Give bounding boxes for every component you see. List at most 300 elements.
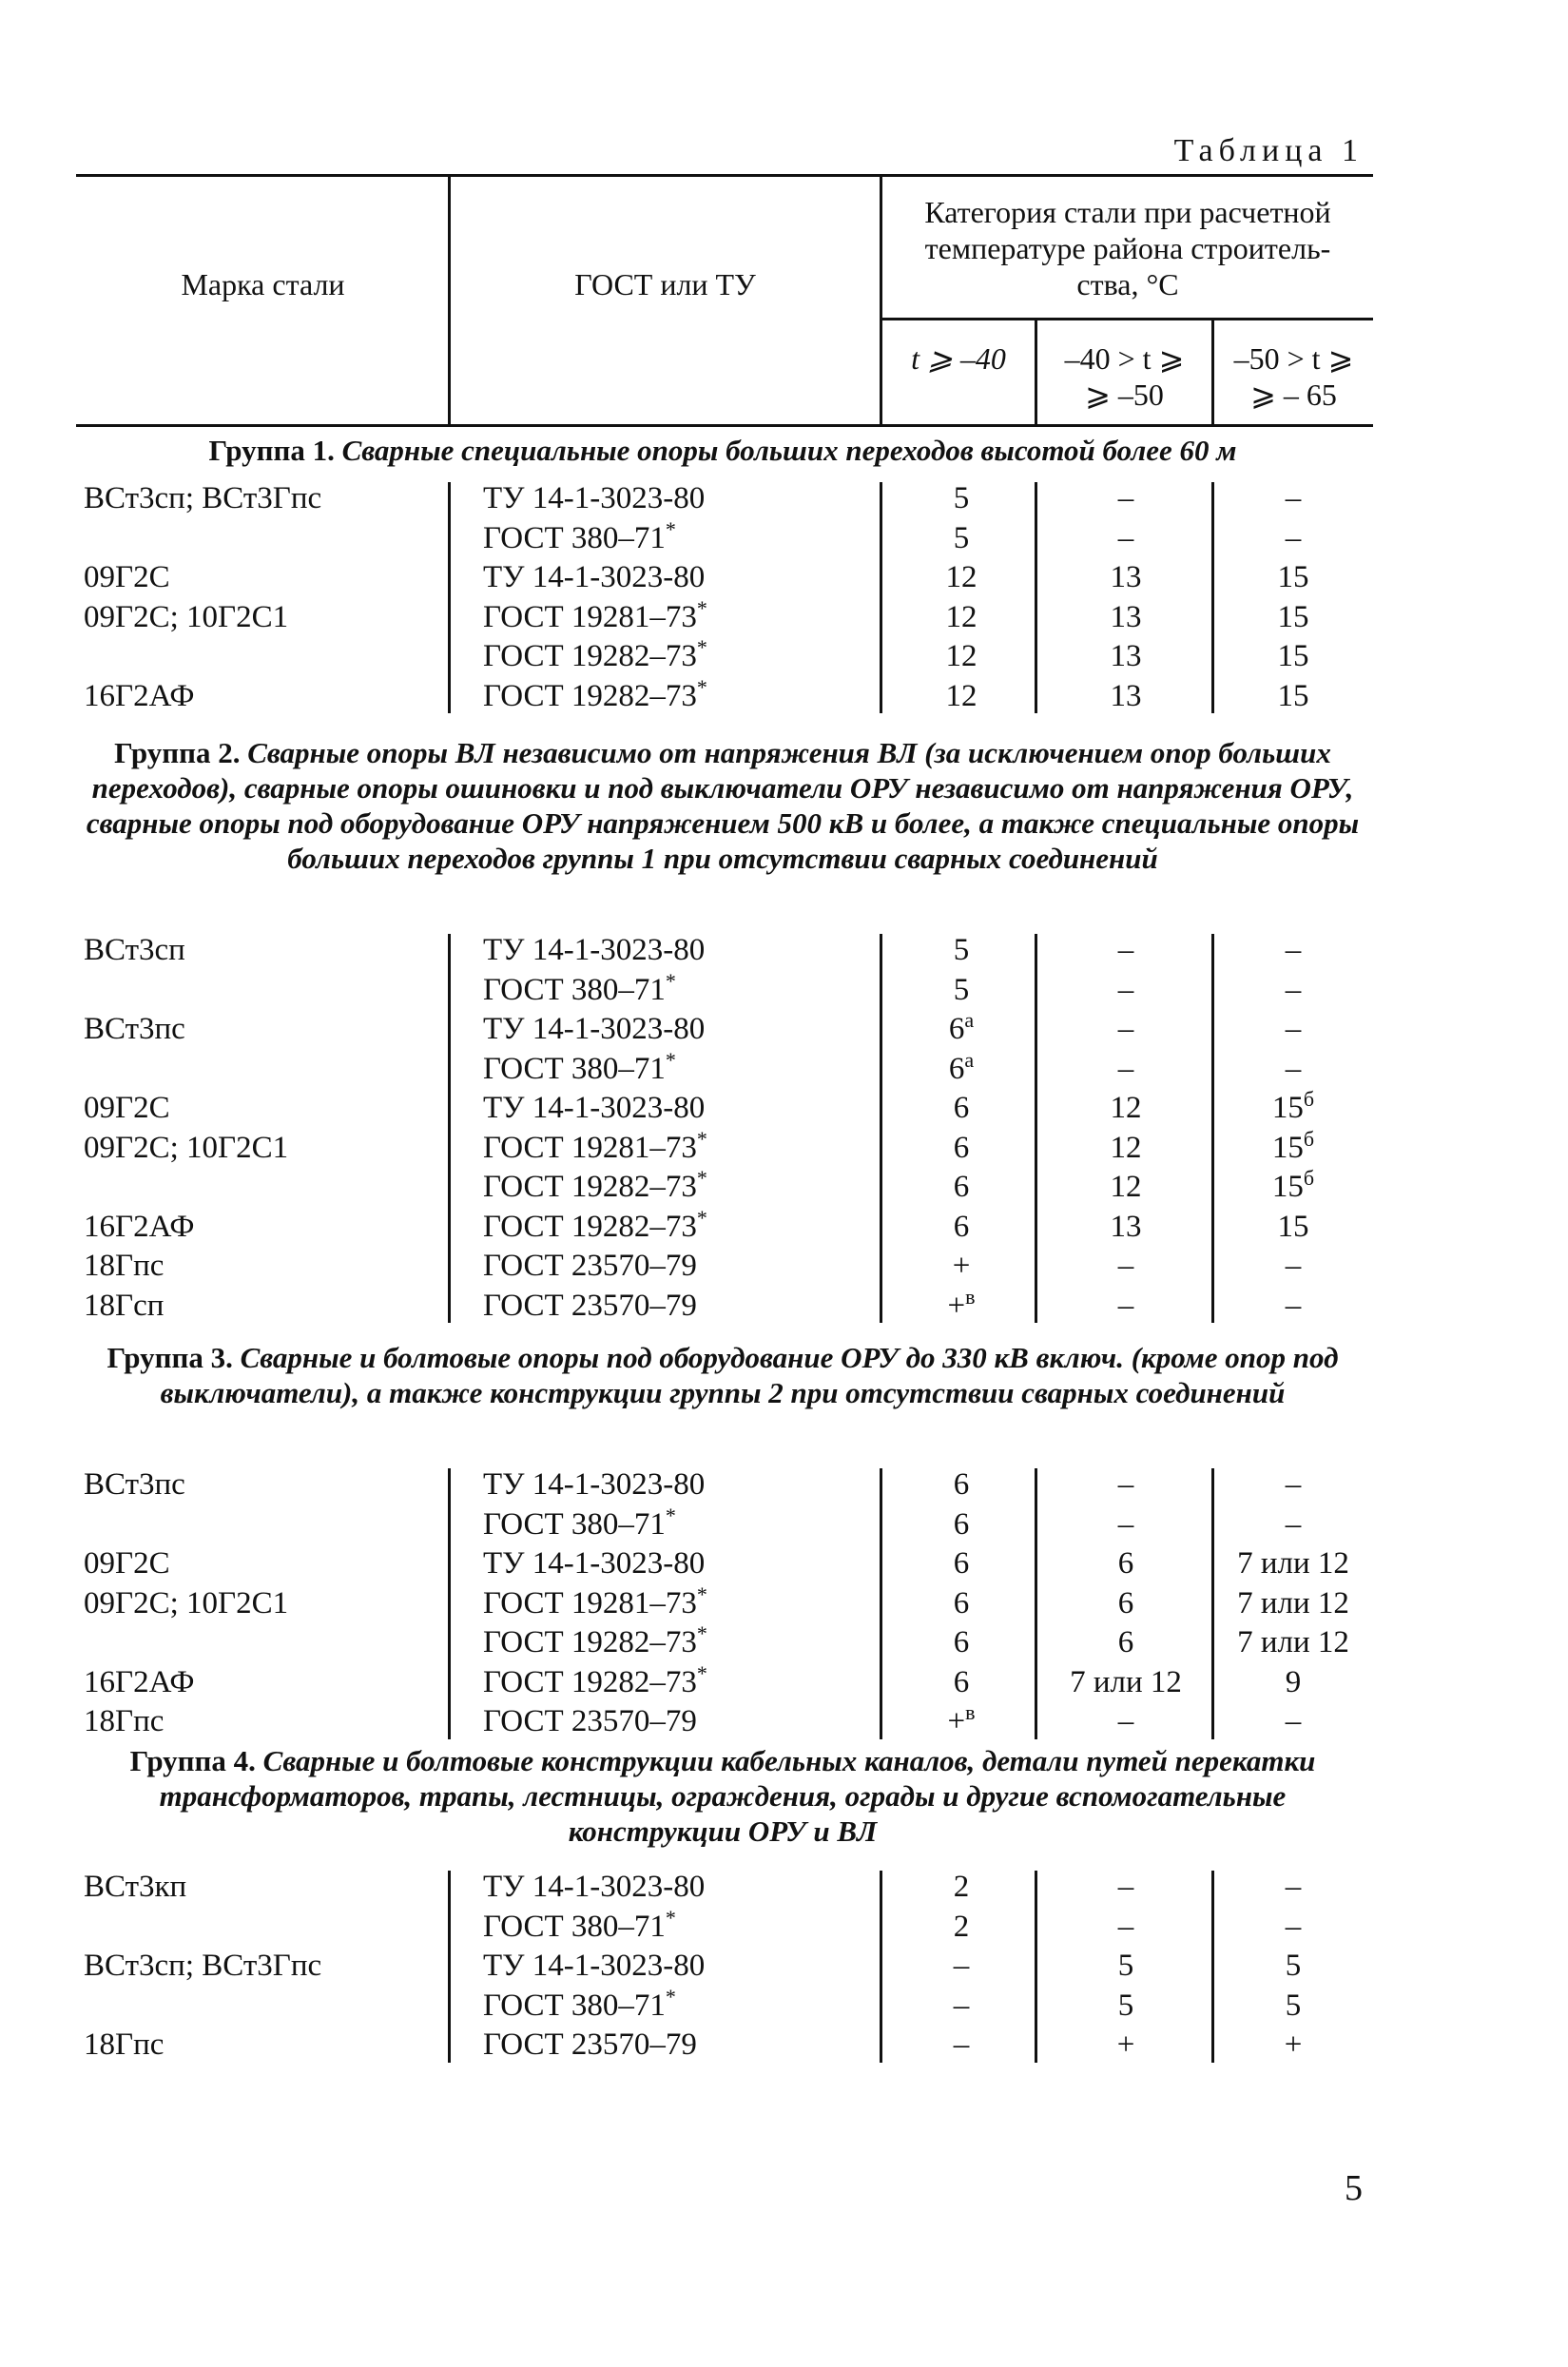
category-value-1: 6 (953, 1467, 970, 1502)
category-cell-3 (1213, 1167, 1373, 1207)
gost-footnote-mark: * (696, 1581, 707, 1606)
category-value-1: 6 (953, 1625, 970, 1659)
gost-cell (483, 1701, 697, 1741)
category-cell-2 (1037, 1946, 1214, 1986)
gost-cell (483, 1504, 676, 1544)
gost-cell (483, 1946, 705, 1986)
gost-text: ТУ 14-1-3023-80 (483, 1949, 706, 1983)
group-title (76, 1340, 1369, 1410)
table-caption: Таблица 1 (1173, 133, 1364, 168)
category-cell-3 (1213, 1907, 1373, 1947)
category-cell-1 (880, 1088, 1043, 1128)
category-value-1: 6 (953, 1170, 970, 1204)
category-value-2: + (1116, 2027, 1135, 2062)
category-cell-3 (1213, 930, 1373, 970)
gost-text: ГОСТ 23570–79 (483, 1288, 697, 1323)
table-row (0, 1622, 1568, 1662)
group-title (76, 433, 1369, 468)
category-footnote-mark-3: б (1303, 1087, 1315, 1111)
category-cell-1 (880, 1986, 1043, 2026)
category-value-2: 5 (1117, 1988, 1134, 2023)
table-row (0, 636, 1568, 676)
category-value-1: 6 (948, 1051, 965, 1086)
category-cell-2 (1037, 1128, 1214, 1168)
steel-grade-cell: 16Г2АФ (84, 678, 195, 713)
steel-grade-cell: 18Гпс (84, 1704, 165, 1738)
table-row (0, 1088, 1568, 1128)
steel-grade-cell: ВСт3пс (84, 1012, 185, 1046)
gost-footnote-mark: * (696, 635, 707, 659)
gost-text: ТУ 14-1-3023-80 (483, 1012, 706, 1046)
category-cell-2 (1037, 1088, 1214, 1128)
gost-cell (483, 1207, 707, 1247)
table-row (0, 1504, 1568, 1544)
gost-cell (483, 1246, 697, 1286)
category-cell-2 (1037, 1009, 1214, 1049)
gost-text: ТУ 14-1-3023-80 (483, 560, 706, 594)
category-cell-1 (880, 970, 1043, 1010)
header-category-line3: ства, °С (1076, 267, 1179, 301)
category-value-3: 7 или 12 (1237, 1585, 1349, 1620)
group-description: Сварные и болтовые опоры под оборудование ОРУ до 330 кВ включ. (кроме опор под выключатели), а также конструкции группы 2 при отсутствии сварных соединений (160, 1341, 1339, 1409)
category-value-1: 5 (953, 520, 970, 555)
category-value-3: – (1285, 1249, 1302, 1283)
gost-cell (483, 478, 705, 518)
group-description: Сварные специальные опоры больших переходов высотой более 60 м (341, 434, 1237, 467)
table-row (0, 1246, 1568, 1286)
gost-text: ТУ 14-1-3023-80 (483, 1091, 706, 1125)
category-value-1: 2 (953, 1909, 970, 1944)
table-row (0, 1167, 1568, 1207)
category-value-2: 6 (1117, 1585, 1134, 1620)
category-value-3: 15 (1271, 1170, 1304, 1204)
steel-grade-cell: ВСт3кп (84, 1870, 187, 1904)
category-cell-2 (1037, 1867, 1214, 1907)
category-value-2: – (1117, 1870, 1134, 1904)
gost-footnote-mark: * (665, 1905, 676, 1930)
category-value-3: – (1285, 933, 1302, 967)
group-title (76, 1743, 1369, 1849)
category-cell-1 (880, 1167, 1043, 1207)
category-cell-3 (1213, 1701, 1373, 1741)
page-number: 5 (1345, 2168, 1363, 2208)
group-label: Группа 1. (208, 434, 335, 467)
category-cell-3 (1213, 1207, 1373, 1247)
category-cell-2 (1037, 970, 1214, 1010)
category-value-2: 13 (1110, 1209, 1142, 1244)
category-value-2: – (1117, 520, 1134, 555)
gost-text: ТУ 14-1-3023-80 (483, 933, 706, 967)
category-value-3: 15 (1271, 1130, 1304, 1165)
category-cell-2 (1037, 930, 1214, 970)
category-cell-2 (1037, 1504, 1214, 1544)
category-value-3: – (1285, 1704, 1302, 1738)
category-value-1: 6 (953, 1091, 970, 1125)
table-row (0, 518, 1568, 558)
category-cell-3 (1213, 1662, 1373, 1702)
gost-footnote-mark: * (696, 1126, 707, 1151)
gost-cell (483, 1167, 707, 1207)
category-footnote-mark-1: а (964, 1047, 975, 1072)
gost-cell (483, 1128, 707, 1168)
table-row (0, 1465, 1568, 1504)
category-cell-1 (880, 1049, 1043, 1089)
gost-text: ГОСТ 19281–73 (483, 599, 697, 634)
table-row (0, 1543, 1568, 1583)
category-value-3: – (1285, 520, 1302, 555)
category-cell-1 (880, 1128, 1043, 1168)
gost-cell (483, 636, 707, 676)
category-cell-3 (1213, 1088, 1373, 1128)
category-cell-1 (880, 1504, 1043, 1544)
category-cell-2 (1037, 1167, 1214, 1207)
gost-footnote-mark: * (665, 1984, 676, 2008)
gost-footnote-mark: * (665, 968, 676, 993)
gost-footnote-mark: * (696, 1621, 707, 1645)
category-cell-1 (880, 1662, 1043, 1702)
category-value-2: 12 (1110, 1170, 1142, 1204)
gost-text: ГОСТ 19282–73 (483, 1170, 697, 1204)
category-value-1: + (947, 1288, 966, 1323)
table-row (0, 1207, 1568, 1247)
category-cell-2 (1037, 1049, 1214, 1089)
category-value-2: 13 (1110, 560, 1142, 594)
category-value-3: – (1285, 1012, 1302, 1046)
gost-cell (483, 1662, 707, 1702)
group-description: Сварные и болтовые конструкции кабельных каналов, детали путей перекатки трансформаторов, трапы, лестницы, ограждения, ограды и другие вспомогательные конструкции ОРУ и ВЛ (159, 1744, 1316, 1848)
category-cell-3 (1213, 557, 1373, 597)
category-cell-3 (1213, 1128, 1373, 1168)
header-sub1: t ⩾ –40 (911, 341, 1006, 376)
group-title (76, 735, 1369, 876)
category-cell-2 (1037, 1543, 1214, 1583)
gost-cell (483, 1583, 707, 1623)
category-value-3: 15 (1277, 1209, 1309, 1244)
category-value-3: 7 или 12 (1237, 1546, 1349, 1581)
gost-footnote-mark: * (696, 1205, 707, 1230)
category-value-3: 15 (1271, 1091, 1304, 1125)
category-value-3: – (1285, 1909, 1302, 1944)
gost-footnote-mark: * (696, 595, 707, 620)
gost-footnote-mark: * (665, 1047, 676, 1072)
header-sub2-line1: –40 > t ⩾ (1064, 341, 1185, 376)
category-value-3: – (1285, 1051, 1302, 1086)
table-row (0, 1946, 1568, 1986)
category-cell-2 (1037, 1465, 1214, 1504)
category-cell-3 (1213, 597, 1373, 637)
gost-footnote-mark: * (696, 674, 707, 699)
category-cell-2 (1037, 1622, 1214, 1662)
category-value-1: 5 (953, 933, 970, 967)
category-value-2: 13 (1110, 599, 1142, 634)
category-cell-1 (880, 1246, 1043, 1286)
category-footnote-mark-3: б (1303, 1126, 1315, 1151)
table-row (0, 1286, 1568, 1326)
steel-grade-cell: 16Г2АФ (84, 1664, 195, 1699)
category-cell-1 (880, 1622, 1043, 1662)
category-value-1: + (952, 1249, 971, 1283)
category-cell-2 (1037, 557, 1214, 597)
category-cell-1 (880, 1583, 1043, 1623)
category-footnote-mark-1: в (965, 1284, 976, 1309)
category-value-2: – (1117, 1506, 1134, 1542)
table-row (0, 1867, 1568, 1907)
gost-text: ГОСТ 19281–73 (483, 1130, 697, 1165)
gost-text: ГОСТ 380–71 (483, 1909, 666, 1944)
steel-grade-cell: ВСт3пс (84, 1467, 185, 1502)
category-cell-3 (1213, 518, 1373, 558)
table-row (0, 1907, 1568, 1947)
header-top-rule (76, 174, 1373, 177)
gost-text: ГОСТ 19282–73 (483, 1664, 697, 1699)
category-value-2: – (1117, 1909, 1134, 1944)
table-row (0, 597, 1568, 637)
category-cell-1 (880, 1701, 1043, 1741)
category-value-1: 12 (945, 560, 978, 594)
category-value-2: 6 (1117, 1546, 1134, 1581)
category-value-3: 7 или 12 (1237, 1625, 1349, 1659)
steel-grade-cell: ВСт3сп; ВСт3Гпс (84, 481, 322, 515)
gost-cell (483, 597, 707, 637)
category-value-3: 15 (1277, 599, 1309, 634)
category-value-2: 13 (1110, 639, 1142, 673)
table-row (0, 1583, 1568, 1623)
category-value-3: – (1285, 972, 1302, 1007)
category-cell-2 (1037, 478, 1214, 518)
category-cell-2 (1037, 1701, 1214, 1741)
gost-cell (483, 1867, 705, 1907)
category-cell-3 (1213, 1009, 1373, 1049)
category-cell-1 (880, 1009, 1043, 1049)
category-value-1: 6 (953, 1585, 970, 1620)
category-value-2: 12 (1110, 1130, 1142, 1165)
category-cell-2 (1037, 1662, 1214, 1702)
steel-grade-cell: 09Г2С; 10Г2С1 (84, 1585, 289, 1620)
category-value-3: – (1285, 1467, 1302, 1502)
category-value-2: 7 или 12 (1070, 1664, 1182, 1699)
category-value-3: – (1285, 1870, 1302, 1904)
category-cell-1 (880, 1207, 1043, 1247)
category-value-1: 6 (953, 1209, 970, 1244)
category-cell-3 (1213, 1049, 1373, 1089)
category-cell-3 (1213, 1622, 1373, 1662)
header-grade: Марка стали (181, 267, 345, 301)
category-cell-1 (880, 636, 1043, 676)
category-value-1: 5 (953, 972, 970, 1007)
gost-cell (483, 1088, 705, 1128)
category-cell-2 (1037, 676, 1214, 716)
category-cell-2 (1037, 518, 1214, 558)
steel-grade-cell: 09Г2С (84, 1546, 170, 1581)
category-value-2: – (1117, 1249, 1134, 1283)
steel-grade-cell: 18Гпс (84, 1249, 165, 1283)
table-row (0, 557, 1568, 597)
category-value-2: 6 (1117, 1625, 1134, 1659)
gost-cell (483, 930, 705, 970)
gost-text: ГОСТ 19281–73 (483, 1585, 697, 1620)
category-value-2: – (1117, 1051, 1134, 1086)
category-cell-3 (1213, 676, 1373, 716)
category-cell-1 (880, 518, 1043, 558)
header-gost: ГОСТ или ТУ (574, 267, 756, 301)
gost-text: ТУ 14-1-3023-80 (483, 1870, 706, 1904)
category-cell-3 (1213, 636, 1373, 676)
category-value-3: – (1285, 481, 1302, 515)
category-cell-3 (1213, 2025, 1373, 2065)
category-cell-2 (1037, 1986, 1214, 2026)
category-cell-3 (1213, 1867, 1373, 1907)
gost-footnote-mark: * (665, 1503, 676, 1527)
category-cell-1 (880, 597, 1043, 637)
table-row (0, 930, 1568, 970)
gost-text: ГОСТ 380–71 (483, 972, 666, 1007)
category-cell-3 (1213, 1465, 1373, 1504)
steel-grade-cell: ВСт3сп; ВСт3Гпс (84, 1949, 322, 1983)
category-cell-1 (880, 1543, 1043, 1583)
gost-footnote-mark: * (665, 516, 676, 541)
category-cell-2 (1037, 1207, 1214, 1247)
category-cell-3 (1213, 1543, 1373, 1583)
gost-cell (483, 1009, 705, 1049)
category-value-1: – (953, 2027, 970, 2062)
category-cell-2 (1037, 597, 1214, 637)
category-cell-3 (1213, 1583, 1373, 1623)
category-value-1: 6 (953, 1506, 970, 1542)
category-value-2: – (1117, 972, 1134, 1007)
category-cell-3 (1213, 970, 1373, 1010)
gost-text: ГОСТ 19282–73 (483, 639, 697, 673)
gost-text: ГОСТ 23570–79 (483, 1249, 697, 1283)
category-value-1: – (953, 1949, 970, 1983)
header-category-line2: температуре района строитель- (924, 231, 1331, 265)
gost-cell (483, 2025, 697, 2065)
category-footnote-mark-3: б (1303, 1166, 1315, 1190)
steel-grade-cell: 16Г2АФ (84, 1209, 195, 1244)
category-value-2: – (1117, 1012, 1134, 1046)
gost-text: ГОСТ 19282–73 (483, 1209, 697, 1244)
gost-cell (483, 518, 676, 558)
gost-cell (483, 1622, 707, 1662)
gost-text: ГОСТ 380–71 (483, 1988, 666, 2023)
gost-text: ТУ 14-1-3023-80 (483, 1467, 706, 1502)
group-description: Сварные опоры ВЛ независимо от напряжения ВЛ (за исключением опор больших переходов), сварные опоры ошиновки и под выключатели ОРУ независимо от напряжения ОРУ, сварные опоры под оборудование ОРУ напряжением 500 кВ и более, а также специальные опоры больших переходов группы 1 при отсутствии сварных соединений (86, 736, 1360, 875)
category-cell-3 (1213, 1286, 1373, 1326)
gost-cell (483, 1049, 676, 1089)
steel-grade-cell: 09Г2С (84, 560, 170, 594)
table-row (0, 676, 1568, 716)
gost-cell (483, 676, 707, 716)
gost-footnote-mark: * (696, 1166, 707, 1190)
category-value-2: 12 (1110, 1091, 1142, 1125)
category-value-1: 5 (953, 481, 970, 515)
header-category-line1: Категория стали при расчетной (924, 195, 1331, 229)
category-cell-1 (880, 1907, 1043, 1947)
category-cell-1 (880, 1867, 1043, 1907)
category-cell-3 (1213, 1504, 1373, 1544)
table-row (0, 1986, 1568, 2026)
table-row (0, 2025, 1568, 2065)
category-cell-1 (880, 676, 1043, 716)
category-cell-2 (1037, 636, 1214, 676)
category-value-2: 13 (1110, 678, 1142, 713)
steel-grade-cell: 09Г2С; 10Г2С1 (84, 599, 289, 634)
category-value-2: – (1117, 933, 1134, 967)
gost-text: ГОСТ 380–71 (483, 1506, 666, 1542)
category-value-2: – (1117, 1467, 1134, 1502)
gost-cell (483, 1465, 705, 1504)
table-row (0, 1009, 1568, 1049)
table-row (0, 1662, 1568, 1702)
category-value-2: – (1117, 1704, 1134, 1738)
steel-grade-cell: ВСт3сп (84, 933, 185, 967)
category-footnote-mark-1: а (964, 1008, 975, 1032)
category-value-1: – (953, 1988, 970, 2023)
category-cell-3 (1213, 1986, 1373, 2026)
gost-cell (483, 1543, 705, 1583)
category-value-3: 9 (1285, 1664, 1302, 1699)
category-value-1: 6 (953, 1664, 970, 1699)
category-cell-3 (1213, 1946, 1373, 1986)
category-cell-2 (1037, 1286, 1214, 1326)
category-value-1: 6 (953, 1130, 970, 1165)
category-value-2: – (1117, 1288, 1134, 1323)
category-value-1: + (947, 1704, 966, 1738)
category-cell-2 (1037, 1583, 1214, 1623)
header-sub3-line2: ⩾ – 65 (1250, 378, 1337, 412)
steel-grade-cell: 18Гпс (84, 2027, 165, 2062)
gost-text: ГОСТ 380–71 (483, 520, 666, 555)
category-value-3: + (1284, 2027, 1303, 2062)
header-sub-rule (880, 318, 1373, 320)
category-value-3: – (1285, 1288, 1302, 1323)
gost-text: ГОСТ 19282–73 (483, 1625, 697, 1659)
table-row (0, 970, 1568, 1010)
category-cell-2 (1037, 1246, 1214, 1286)
category-value-1: 2 (953, 1870, 970, 1904)
header-sub2-line2: ⩾ –50 (1085, 378, 1164, 412)
gost-cell (483, 557, 705, 597)
table-row (0, 478, 1568, 518)
category-cell-3 (1213, 478, 1373, 518)
table-row (0, 1128, 1568, 1168)
category-value-1: 12 (945, 678, 978, 713)
header-bottom-rule (76, 424, 1373, 427)
category-cell-1 (880, 930, 1043, 970)
category-value-1: 12 (945, 639, 978, 673)
category-cell-1 (880, 2025, 1043, 2065)
category-cell-2 (1037, 1907, 1214, 1947)
gost-text: ГОСТ 23570–79 (483, 2027, 697, 2062)
gost-footnote-mark: * (696, 1660, 707, 1685)
category-cell-2 (1037, 2025, 1214, 2065)
group-label: Группа 3. (106, 1341, 233, 1374)
group-label: Группа 2. (114, 736, 241, 769)
table-row (0, 1701, 1568, 1741)
category-value-3: 5 (1285, 1949, 1302, 1983)
category-value-3: – (1285, 1506, 1302, 1542)
category-value-3: 15 (1277, 560, 1309, 594)
gost-cell (483, 1907, 676, 1947)
category-cell-1 (880, 1465, 1043, 1504)
category-value-3: 15 (1277, 639, 1309, 673)
gost-text: ТУ 14-1-3023-80 (483, 1546, 706, 1581)
steel-grade-cell: 09Г2С (84, 1091, 170, 1125)
gost-cell (483, 970, 676, 1010)
category-value-1: 6 (948, 1012, 965, 1046)
gost-text: ТУ 14-1-3023-80 (483, 481, 706, 515)
category-value-3: 5 (1285, 1988, 1302, 2023)
gost-cell (483, 1986, 676, 2026)
